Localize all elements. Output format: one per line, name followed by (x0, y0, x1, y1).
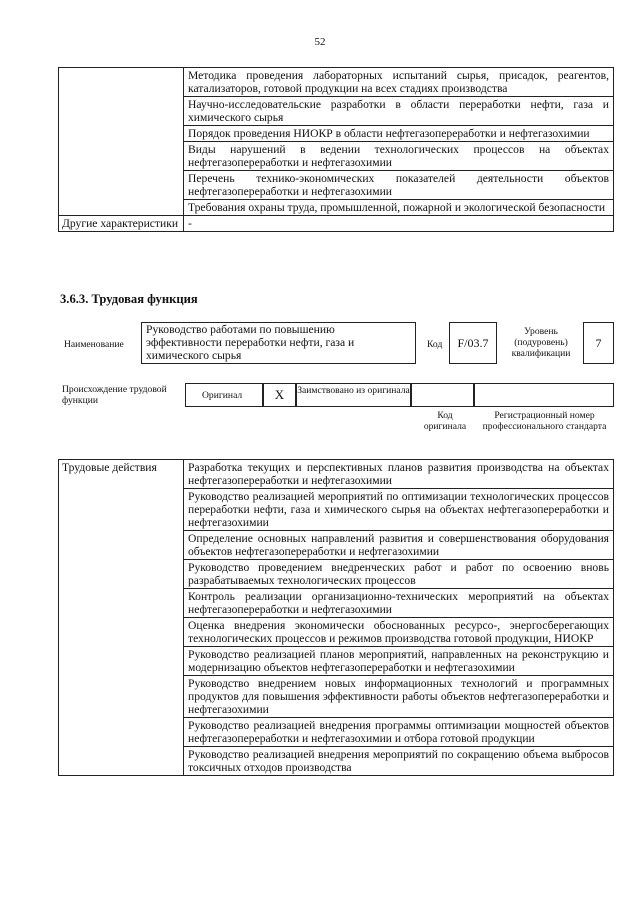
labor-actions-table (58, 459, 614, 776)
knowledge-table (58, 67, 614, 232)
section-title: 3.6.3. Трудовая функция (60, 292, 198, 306)
page-number: 52 (314, 36, 326, 48)
function-code-box: F/03.7 (449, 322, 497, 364)
borrowed-cell (296, 383, 411, 407)
level-label: Уровень (подуровень) квалификации (511, 326, 571, 359)
code-original-cell (411, 383, 474, 407)
labor-action-item: Руководство реализацией планов мероприятий, направленных на реконструкцию и модернизацию объектов нефтегазопереработки и нефтегазохимии (184, 647, 614, 676)
reg-number-cell (474, 383, 614, 407)
labor-action-item: Оценка внедрения экономически обоснованных ресурсо-, энергосберегающих технологических процессов и режимов производства готовой продукции, НИОКР (184, 618, 614, 647)
table-row (59, 460, 614, 489)
labor-actions-label: Трудовые действия (59, 460, 184, 776)
labor-action-item: Руководство реализацией внедрения программы оптимизации мощностей объектов нефтегазопереработки и нефтегазохимии и отбора готовой продукции (184, 718, 614, 747)
knowledge-item: Требования охраны труда, промышленной, пожарной и экологической безопасности (184, 200, 614, 216)
origin-label: Происхождение трудовой функции (62, 384, 167, 406)
other-characteristics-value: - (184, 216, 614, 232)
knowledge-label-cell (59, 68, 184, 216)
table-row (59, 68, 614, 97)
original-mark: X (263, 383, 296, 407)
labor-action-item: Руководство реализацией мероприятий по оптимизации технологических процессов переработки нефти, газа и химического сырья на объектах нефтегазопереработки и нефтегазохимии (184, 489, 614, 531)
labor-action-item: Руководство реализацией внедрения мероприятий по сокращению объема выбросов токсичных отходов производства (184, 747, 614, 776)
knowledge-item: Виды нарушений в ведении технологических процессов на объектах нефтегазопереработки и нефтегазохимии (184, 142, 614, 171)
labor-action-item: Руководство внедрением новых информационных технологий и программных продуктов для повышения эффективности работы объектов нефтегазопереработки и нефтегазохимии (184, 676, 614, 718)
knowledge-item: Порядок проведения НИОКР в области нефтегазопереработки и нефтегазохимии (184, 126, 614, 142)
knowledge-item: Научно-исследовательские разработки в области переработки нефти, газа и химического сырья (184, 97, 614, 126)
labor-action-item: Разработка текущих и перспективных планов развития производства на объектах нефтегазопереработки и нефтегазохимии (184, 460, 614, 489)
labor-action-item: Контроль реализации организационно-технических мероприятий на объектах нефтегазопереработки и нефтегазохимии (184, 589, 614, 618)
original-label: Оригинал (202, 390, 243, 401)
function-name-box: Руководство работами по повышению эффективности переработки нефти, газа и химического сырья (141, 322, 416, 364)
other-characteristics-label: Другие характеристики (59, 216, 184, 232)
name-label: Наименование (64, 339, 124, 350)
reg-number-label: Регистрационный номер профессионального стандарта (482, 410, 607, 432)
code-label: Код (427, 339, 443, 350)
level-box: 7 (583, 322, 614, 364)
table-row (59, 216, 614, 232)
borrowed-label: Заимствовано из оригинала (297, 385, 410, 396)
original-cell (185, 383, 263, 407)
knowledge-item: Методика проведения лабораторных испытаний сырья, присадок, реагентов, катализаторов, готовой продукции на всех стадиях производства (184, 68, 614, 97)
knowledge-item: Перечень технико-экономических показателей деятельности объектов нефтегазопереработки и нефтегазохимии (184, 171, 614, 200)
labor-action-item: Определение основных направлений развития и совершенствования оборудования объектов нефтегазопереработки и нефтегазохимии (184, 531, 614, 560)
code-original-label: Код оригинала (423, 410, 467, 432)
labor-action-item: Руководство проведением внедренческих работ и работ по освоению вновь разрабатываемых технологических процессов (184, 560, 614, 589)
